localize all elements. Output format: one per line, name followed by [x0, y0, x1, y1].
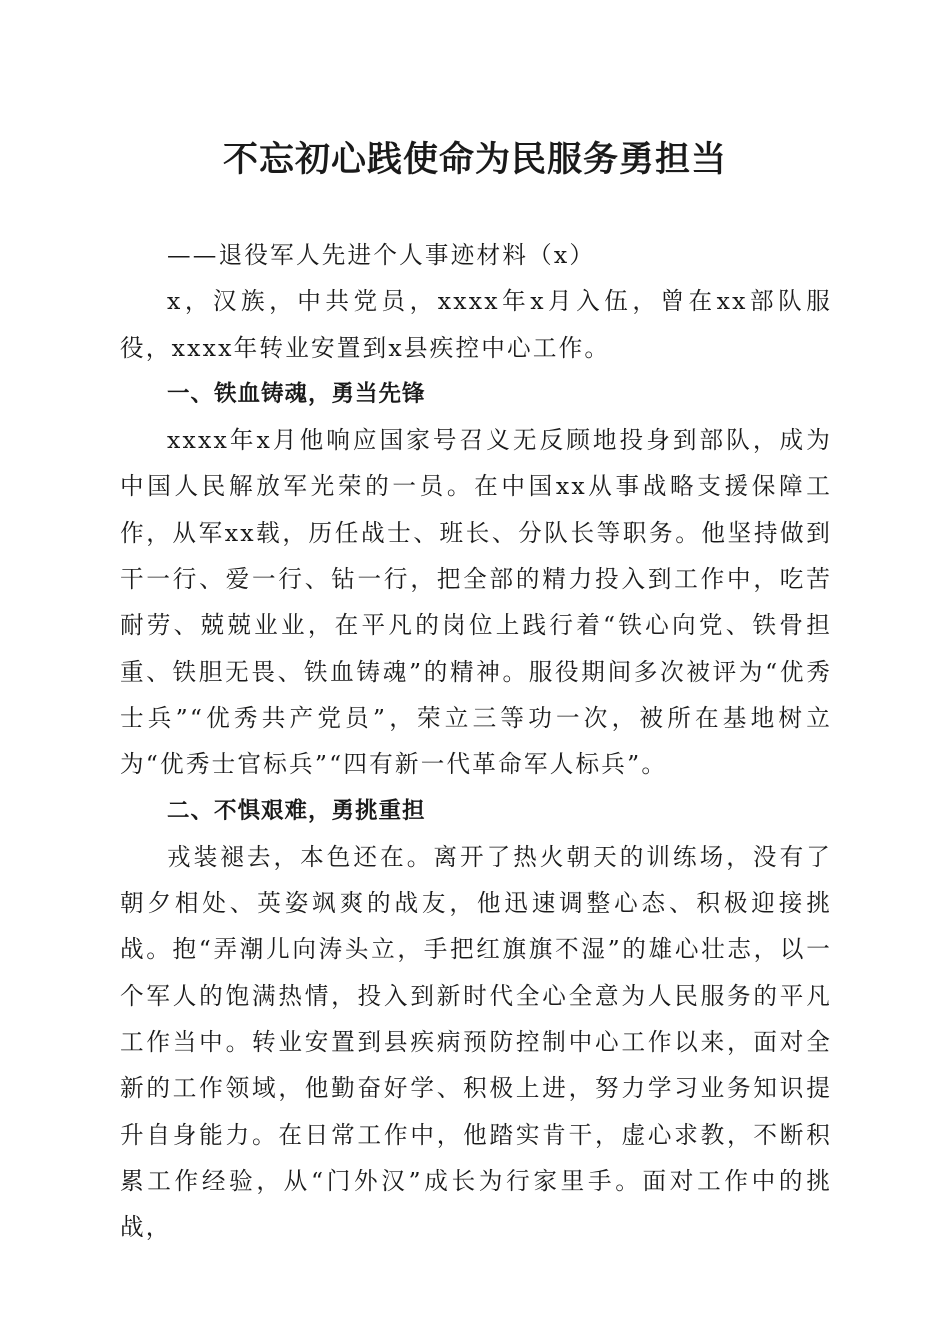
subtitle: ——退役军人先进个人事迹材料（x）: [167, 241, 596, 269]
section-paragraph-1: xxxx年x月他响应国家号召义无反顾地投身到部队，成为中国人民解放军光荣的一员。在中国xx从事战略支援保障工作，从军xx载，历任战士、班长、分队长等职务。他坚持做到干一行、爱一行、钻一行，把全部的精力投入到工作中，吃苦耐劳、兢兢业业，在平凡的岗位上践行着“铁心向党、铁骨担重、铁胆无畏、铁血铸魂”的精神。服役期间多次被评为“优秀士兵”“优秀共产党员”，荣立三等功一次，被所在基地树立为“优秀士官标兵”“四有新一代革命军人标兵”。: [120, 426, 832, 779]
section-paragraph-2: 戎装褪去，本色还在。离开了热火朝天的训练场，没有了朝夕相处、英姿飒爽的战友，他迅速调整心态、积极迎接挑战。抱“弄潮儿向涛头立，手把红旗旗不湿”的雄心壮志，以一个军人的饱满热情，投入到新时代全心全意为人民服务的平凡工作当中。转业安置到县疾病预防控制中心工作以来，面对全新的工作领域，他勤奋好学、积极上进，努力学习业务知识提升自身能力。在日常工作中，他踏实肯干，虚心求教，不断积累工作经验，从“门外汉”成长为行家里手。面对工作中的挑战，: [120, 842, 832, 1242]
section-heading-2: 二、不惧艰难，勇挑重担: [167, 797, 426, 824]
document-body: [120, 232, 832, 1251]
section-heading-1: 一、铁血铸魂，勇当先锋: [167, 380, 426, 407]
intro-paragraph: x，汉族，中共党员，xxxx年x月入伍，曾在xx部队服役，xxxx年转业安置到x县疾控中心工作。: [120, 287, 832, 362]
document-title: 不忘初心践使命为民服务勇担当: [222, 139, 727, 180]
